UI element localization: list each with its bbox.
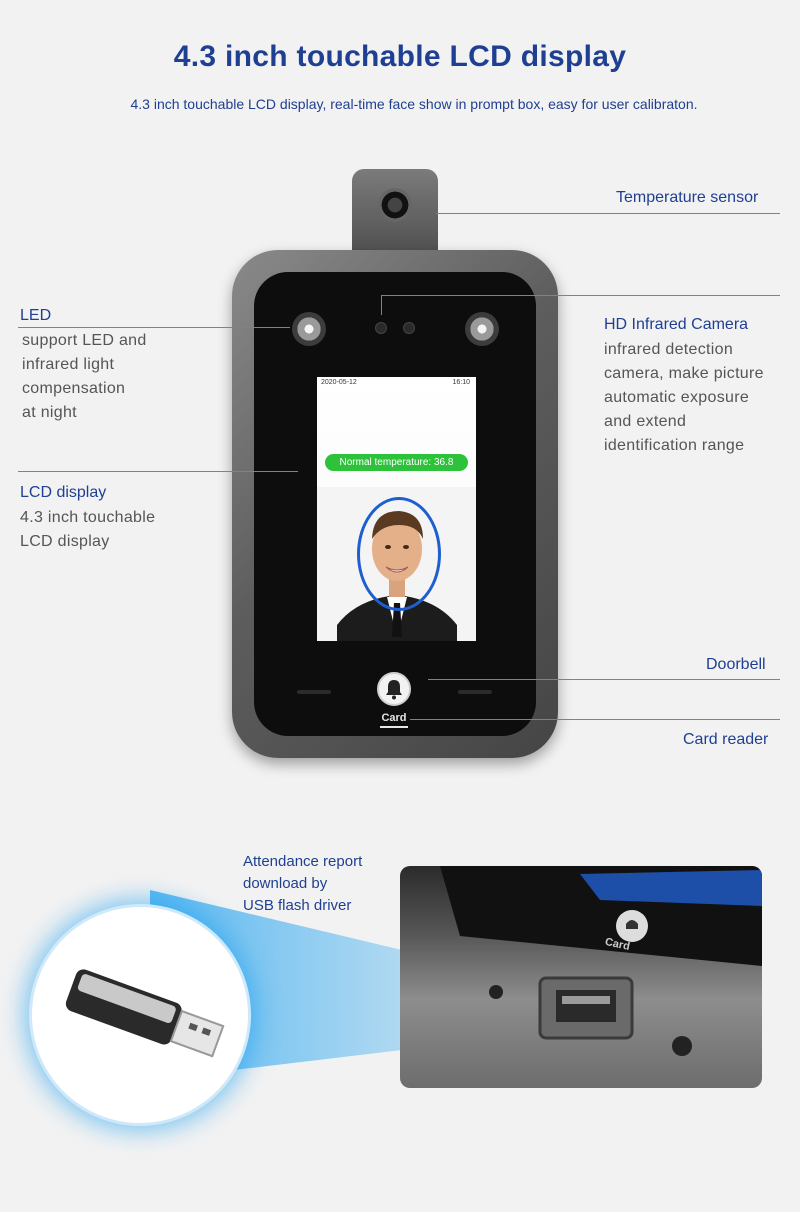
photo-card-label: Card (603, 935, 631, 953)
label-usb (243, 851, 362, 917)
speaker-slot-right (458, 690, 492, 694)
label-doorbell: Doorbell (706, 656, 766, 673)
label-hd-camera-title: HD Infrared Camera (604, 316, 749, 333)
hd-camera-desc-line: identification range (604, 437, 745, 454)
page-title: 4.3 inch touchable LCD display (173, 40, 627, 73)
lcd-desc-line: 4.3 inch touchable (20, 509, 156, 526)
screen-date: 2020-05-12 (321, 379, 357, 386)
device-usb-port-photo (400, 866, 762, 1088)
usb-drive-icon (32, 907, 248, 1123)
line-lcd-display (18, 471, 298, 472)
card-reader-label: Card (381, 712, 407, 724)
temperature-badge: Normal temperature: 36.8 (325, 454, 468, 471)
infrared-camera-right (403, 322, 415, 334)
speaker-slot-left (297, 690, 331, 694)
usb-desc-line: Attendance report (243, 853, 363, 870)
page-subtitle: 4.3 inch touchable LCD display, real-time face show in prompt box, easy for user calibraton. (130, 96, 698, 112)
led-desc-line: support LED and (22, 332, 147, 349)
label-card-reader: Card reader (683, 731, 769, 748)
screen-time: 16:10 (452, 379, 470, 386)
card-underline (380, 726, 408, 728)
led-desc-line: at night (22, 404, 77, 421)
line-led (18, 327, 290, 328)
lens-icon (378, 188, 412, 222)
line-doorbell (428, 679, 780, 680)
infrared-camera-left (375, 322, 387, 334)
hd-camera-desc-line: camera, make picture (604, 365, 764, 382)
label-hd-camera-desc (604, 338, 764, 458)
hd-camera-desc-line: automatic exposure (604, 389, 750, 406)
usb-drive-circle (32, 907, 248, 1123)
lcd-screen[interactable] (317, 377, 476, 641)
doorbell-button[interactable] (377, 672, 411, 706)
bell-icon (379, 674, 409, 704)
hd-camera-desc-line: and extend (604, 413, 687, 430)
label-led-title: LED (20, 307, 52, 324)
line-temperature-sensor (436, 213, 780, 214)
label-led-desc (22, 329, 147, 425)
usb-desc-line: USB flash driver (243, 897, 352, 914)
led-desc-line: compensation (22, 380, 126, 397)
label-lcd-title: LCD display (20, 484, 107, 501)
lcd-desc-line: LCD display (20, 533, 110, 550)
label-lcd-desc (20, 506, 155, 554)
led-light-left (292, 312, 326, 346)
line-hd-camera-drop (381, 295, 382, 315)
face-detection-oval (357, 497, 441, 611)
line-card-reader (410, 719, 780, 720)
led-desc-line: infrared light (22, 356, 115, 373)
label-temperature-sensor: Temperature sensor (616, 189, 759, 206)
usb-desc-line: download by (243, 875, 328, 892)
hd-camera-desc-line: infrared detection (604, 341, 734, 358)
usb-port-closeup (400, 866, 762, 1088)
led-light-right (465, 312, 499, 346)
line-hd-camera (382, 295, 780, 296)
